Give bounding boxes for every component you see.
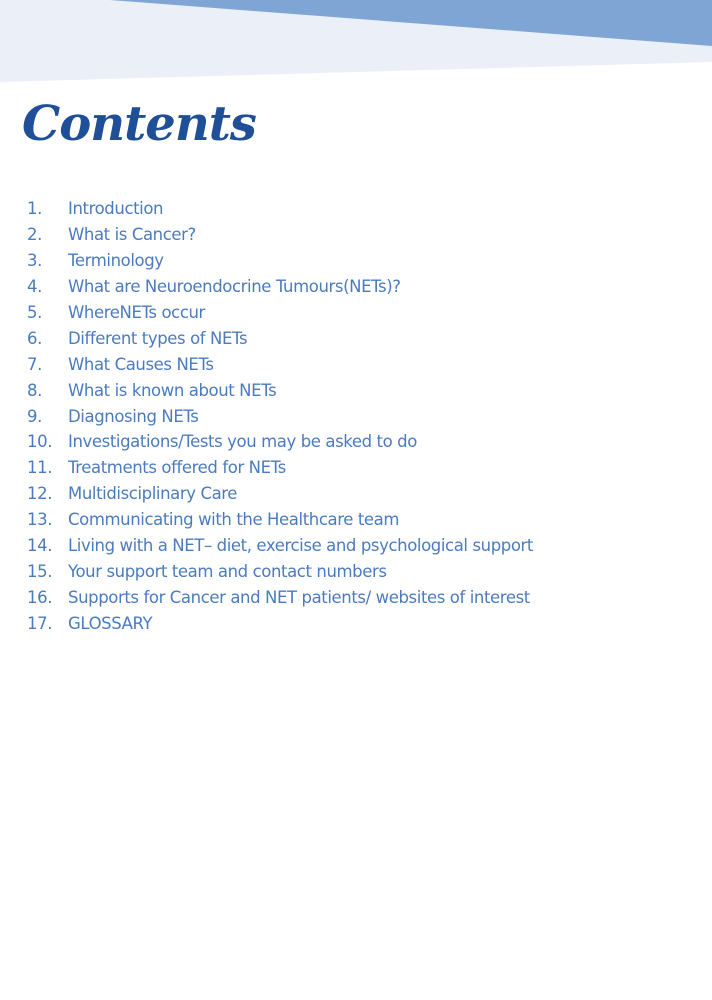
toc-item[interactable] bbox=[27, 377, 533, 403]
toc-item[interactable] bbox=[27, 325, 533, 351]
toc-item[interactable] bbox=[27, 584, 533, 610]
toc-item-label: Introduction bbox=[68, 199, 164, 219]
toc-item[interactable] bbox=[27, 429, 533, 455]
toc-item-label: What Causes NETs bbox=[68, 354, 214, 374]
toc-item-number: 16. bbox=[27, 587, 53, 607]
toc-item[interactable] bbox=[27, 351, 533, 377]
toc-item-label: Supports for Cancer and NET patients/ websites of interest bbox=[68, 587, 530, 607]
toc-item-label: Your support team and contact numbers bbox=[68, 561, 387, 581]
toc-item-number: 4. bbox=[27, 277, 42, 297]
toc-item[interactable] bbox=[27, 274, 533, 300]
toc-item-number: 5. bbox=[27, 303, 42, 322]
toc-item-number: 7. bbox=[27, 354, 42, 374]
toc-item-number: 13. bbox=[27, 510, 53, 530]
toc-item-label: Terminology bbox=[68, 251, 164, 271]
table-of-contents bbox=[27, 196, 533, 636]
toc-item-number: 9. bbox=[27, 406, 42, 426]
toc-item-number: 17. bbox=[27, 613, 53, 633]
toc-item-label: Communicating with the Healthcare team bbox=[68, 510, 400, 530]
toc-item[interactable] bbox=[27, 222, 533, 248]
toc-item-label: Treatments offered for NETs bbox=[68, 458, 286, 478]
toc-item-label: Living with a NET– diet, exercise and psychological support bbox=[68, 536, 534, 556]
toc-item[interactable] bbox=[27, 481, 533, 507]
toc-item[interactable] bbox=[27, 558, 533, 584]
toc-item[interactable] bbox=[27, 610, 533, 636]
toc-item-label: Different types of NETs bbox=[68, 328, 248, 348]
toc-item[interactable] bbox=[27, 533, 533, 559]
toc-item-number: 12. bbox=[27, 484, 53, 504]
toc-item-number: 15. bbox=[27, 561, 53, 581]
toc-item-number: 3. bbox=[27, 251, 42, 271]
toc-item[interactable] bbox=[27, 196, 533, 222]
toc-item-label: What is Cancer? bbox=[68, 225, 196, 245]
toc-item[interactable] bbox=[27, 507, 533, 533]
page-title: Contents bbox=[22, 96, 256, 152]
toc-item-label: Multidisciplinary Care bbox=[68, 484, 238, 504]
toc-item-label: GLOSSARY bbox=[68, 613, 153, 633]
toc-item-label: What is known about NETs bbox=[68, 380, 277, 400]
toc-item-number: 8. bbox=[27, 380, 42, 400]
header-band bbox=[0, 0, 712, 90]
toc-item-label: Investigations/Tests you may be asked to do bbox=[68, 432, 417, 452]
toc-item-label: WhereNETs occur bbox=[68, 303, 205, 322]
toc-item[interactable] bbox=[27, 248, 533, 274]
toc-item-number: 11. bbox=[27, 458, 53, 478]
toc-item-number: 2. bbox=[27, 225, 42, 245]
toc-item-label: Diagnosing NETs bbox=[68, 406, 199, 426]
toc-item-number: 10. bbox=[27, 432, 53, 452]
toc-item[interactable] bbox=[27, 455, 533, 481]
toc-item[interactable] bbox=[27, 300, 533, 326]
toc-item[interactable] bbox=[27, 403, 533, 429]
toc-item-number: 1. bbox=[27, 199, 42, 219]
toc-item-number: 6. bbox=[27, 328, 42, 348]
toc-item-label: What are Neuroendocrine Tumours(NETs)? bbox=[68, 277, 401, 297]
toc-item-number: 14. bbox=[27, 536, 53, 556]
